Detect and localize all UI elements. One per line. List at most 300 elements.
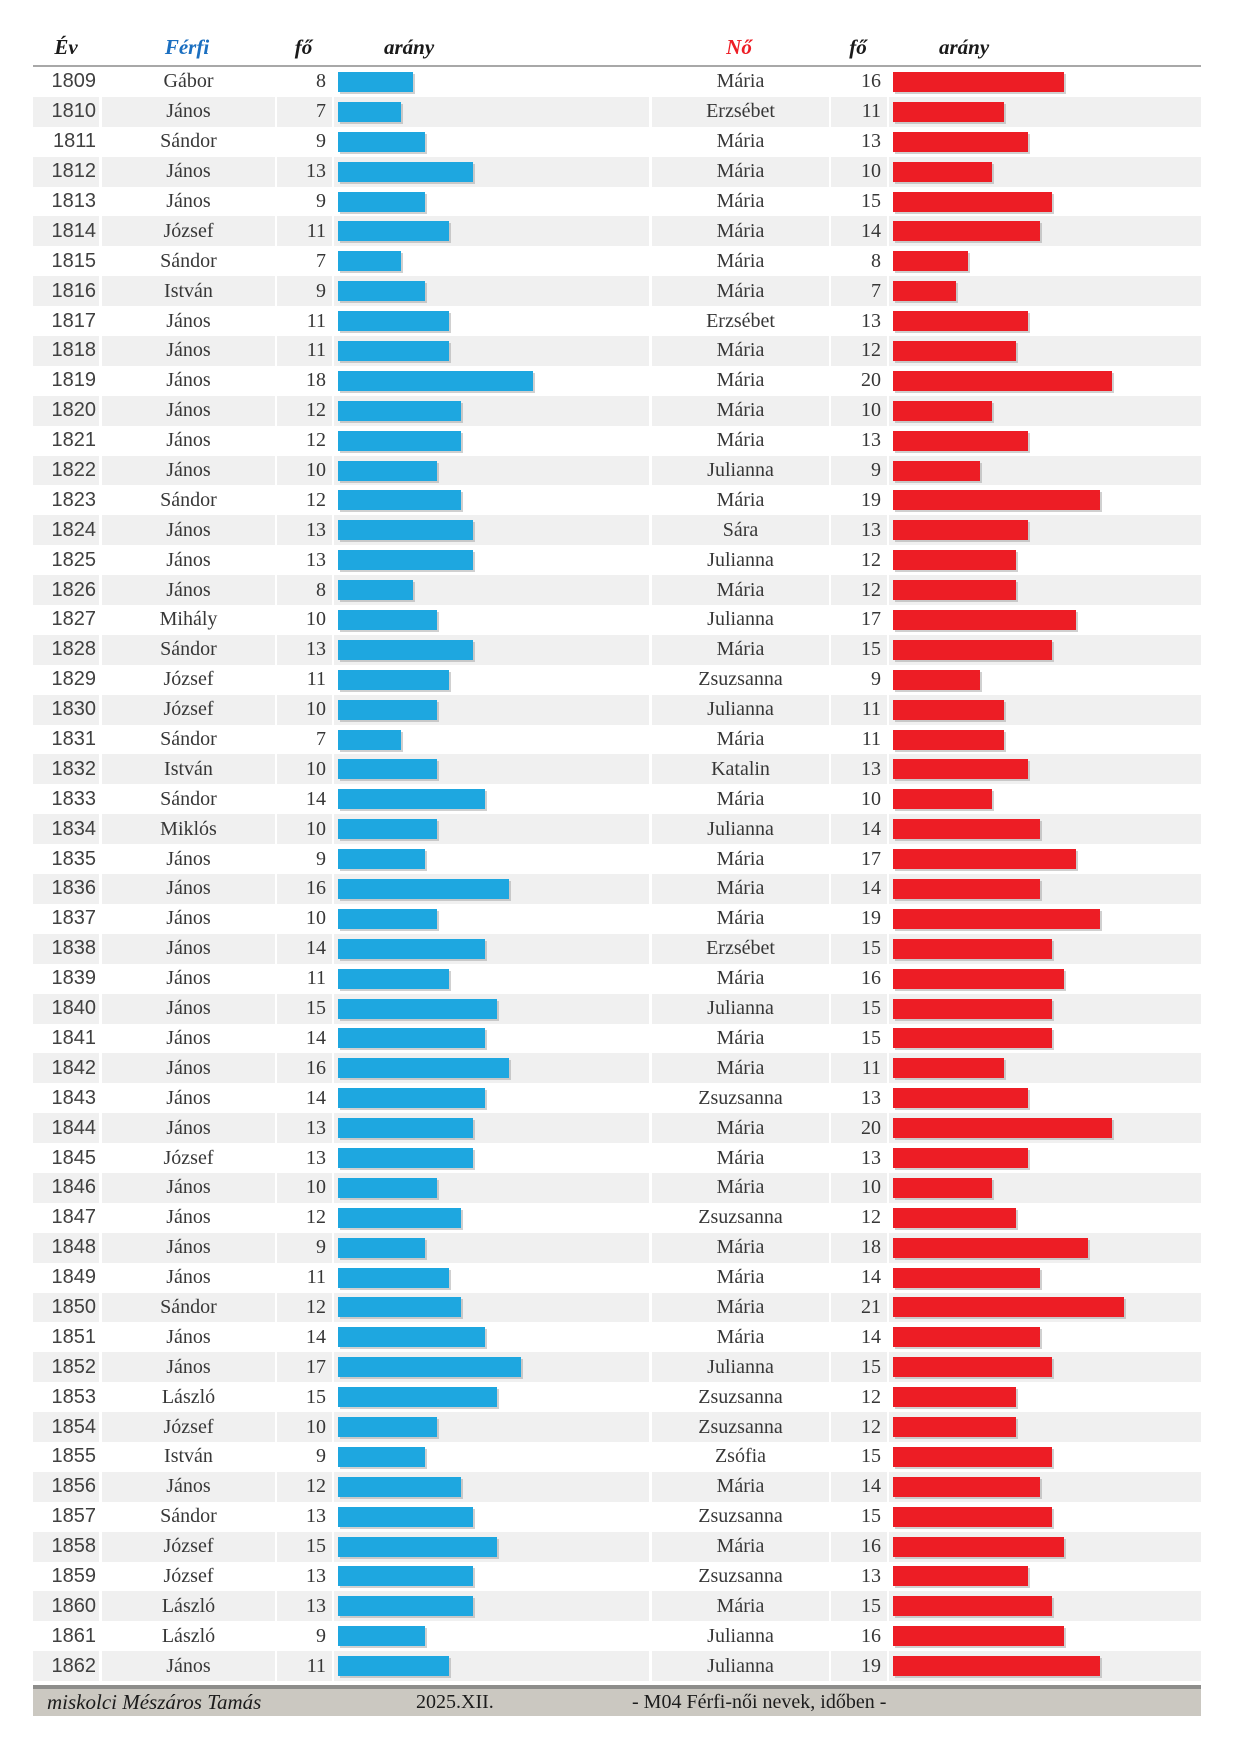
table-row bbox=[33, 1024, 1201, 1054]
female-name: Mária bbox=[649, 396, 829, 426]
female-count-bar bbox=[893, 1148, 1028, 1168]
table-row bbox=[33, 336, 1201, 366]
female-bar-cell bbox=[887, 1293, 1201, 1323]
male-count: 11 bbox=[275, 964, 332, 994]
year-value: 1840 bbox=[33, 994, 99, 1024]
male-count-bar bbox=[338, 192, 425, 212]
year-value: 1854 bbox=[33, 1412, 99, 1442]
female-name: Julianna bbox=[649, 1621, 829, 1651]
table-row bbox=[33, 784, 1201, 814]
male-name: József bbox=[99, 695, 275, 725]
female-name: Mária bbox=[649, 784, 829, 814]
male-count: 14 bbox=[275, 1024, 332, 1054]
male-bar-cell bbox=[332, 1442, 649, 1472]
female-name: Mária bbox=[649, 1113, 829, 1143]
year-value: 1845 bbox=[51, 1146, 96, 1169]
female-count-bar bbox=[893, 281, 956, 301]
male-count-bar bbox=[338, 730, 401, 750]
year-value: 1823 bbox=[51, 488, 96, 511]
male-name: József bbox=[99, 1562, 275, 1592]
male-name: Sándor bbox=[99, 784, 275, 814]
female-bar-cell bbox=[887, 754, 1201, 784]
male-count: 15 bbox=[275, 994, 332, 1024]
female-bar-cell bbox=[887, 515, 1201, 545]
female-count: 19 bbox=[829, 904, 887, 934]
male-bar-cell bbox=[332, 605, 649, 635]
male-name: János bbox=[99, 1173, 275, 1203]
male-count: 7 bbox=[275, 97, 332, 127]
female-name: Mária bbox=[649, 485, 829, 515]
female-bar-cell bbox=[887, 1502, 1201, 1532]
year-value: 1847 bbox=[51, 1206, 96, 1229]
table-row bbox=[33, 545, 1201, 575]
col-header-female-count: fő bbox=[829, 30, 887, 67]
male-count-bar bbox=[338, 1387, 497, 1407]
male-bar-cell bbox=[332, 844, 649, 874]
male-count: 10 bbox=[275, 695, 332, 725]
male-count: 10 bbox=[275, 1412, 332, 1442]
male-bar-cell bbox=[332, 426, 649, 456]
male-count-bar bbox=[338, 1477, 461, 1497]
female-name: Mária bbox=[649, 127, 829, 157]
male-name: János bbox=[99, 1651, 275, 1681]
female-count: 13 bbox=[829, 1143, 887, 1173]
male-bar-cell bbox=[332, 216, 649, 246]
male-name: János bbox=[99, 1263, 275, 1293]
female-bar-cell bbox=[887, 844, 1201, 874]
female-name: Mária bbox=[649, 67, 829, 97]
male-count-bar bbox=[338, 251, 401, 271]
male-count-bar bbox=[338, 1058, 509, 1078]
male-name: János bbox=[99, 366, 275, 396]
year-value: 1835 bbox=[51, 847, 96, 870]
female-count: 11 bbox=[829, 97, 887, 127]
male-name: János bbox=[99, 545, 275, 575]
male-name: János bbox=[99, 157, 275, 187]
year-value: 1821 bbox=[51, 429, 96, 452]
male-count-bar bbox=[338, 1357, 521, 1377]
male-bar-cell bbox=[332, 1562, 649, 1592]
female-count: 19 bbox=[829, 485, 887, 515]
table-row bbox=[33, 1083, 1201, 1113]
male-name: Sándor bbox=[99, 725, 275, 755]
female-count-bar bbox=[893, 162, 992, 182]
female-bar-cell bbox=[887, 1024, 1201, 1054]
female-name: Zsófia bbox=[649, 1442, 829, 1472]
table-row bbox=[33, 1263, 1201, 1293]
male-count: 14 bbox=[275, 784, 332, 814]
male-count: 9 bbox=[275, 127, 332, 157]
female-bar-cell bbox=[887, 1143, 1201, 1173]
female-count: 7 bbox=[829, 276, 887, 306]
table-row bbox=[33, 216, 1201, 246]
female-bar-cell bbox=[887, 964, 1201, 994]
male-bar-cell bbox=[332, 754, 649, 784]
year-value: 1825 bbox=[51, 548, 96, 571]
female-name: Julianna bbox=[649, 994, 829, 1024]
male-name: János bbox=[99, 1322, 275, 1352]
female-count-bar bbox=[893, 1357, 1052, 1377]
female-count: 12 bbox=[829, 545, 887, 575]
male-count: 10 bbox=[275, 1173, 332, 1203]
female-bar-cell bbox=[887, 485, 1201, 515]
female-count: 15 bbox=[829, 1502, 887, 1532]
female-count: 13 bbox=[829, 306, 887, 336]
col-header-year: Év bbox=[33, 30, 99, 67]
male-name: János bbox=[99, 515, 275, 545]
female-count-bar bbox=[893, 1656, 1100, 1676]
footer-date: 2025.XII. bbox=[416, 1691, 494, 1714]
male-bar-cell bbox=[332, 306, 649, 336]
male-name: János bbox=[99, 934, 275, 964]
female-name: Julianna bbox=[649, 1352, 829, 1382]
female-name: Julianna bbox=[649, 545, 829, 575]
female-bar-cell bbox=[887, 1053, 1201, 1083]
female-bar-cell bbox=[887, 1532, 1201, 1562]
male-count-bar bbox=[338, 1238, 425, 1258]
male-count: 17 bbox=[275, 1352, 332, 1382]
male-count: 7 bbox=[275, 725, 332, 755]
year-value: 1829 bbox=[51, 668, 96, 691]
year-value: 1836 bbox=[33, 874, 99, 904]
col-header-male-ratio: arány bbox=[332, 30, 649, 67]
year-value: 1830 bbox=[33, 695, 99, 725]
year-value: 1827 bbox=[51, 608, 96, 631]
male-bar-cell bbox=[332, 336, 649, 366]
male-name: Sándor bbox=[99, 1502, 275, 1532]
male-name: János bbox=[99, 874, 275, 904]
male-name: János bbox=[99, 1083, 275, 1113]
female-bar-cell bbox=[887, 456, 1201, 486]
female-count: 13 bbox=[829, 754, 887, 784]
male-count: 12 bbox=[275, 1293, 332, 1323]
year-value: 1818 bbox=[33, 336, 99, 366]
female-name: Mária bbox=[649, 246, 829, 276]
male-count-bar bbox=[338, 580, 413, 600]
female-count-bar bbox=[893, 1238, 1088, 1258]
female-count-bar bbox=[893, 1297, 1124, 1317]
female-bar-cell bbox=[887, 127, 1201, 157]
year-value: 1846 bbox=[33, 1173, 99, 1203]
male-count: 9 bbox=[275, 187, 332, 217]
table-row bbox=[33, 1203, 1201, 1233]
table-row bbox=[33, 1532, 1201, 1562]
year-value: 1841 bbox=[51, 1026, 96, 1049]
female-bar-cell bbox=[887, 994, 1201, 1024]
male-count: 9 bbox=[275, 276, 332, 306]
male-bar-cell bbox=[332, 814, 649, 844]
female-count: 16 bbox=[829, 67, 887, 97]
col-header-female-ratio: arány bbox=[887, 30, 1201, 67]
year-value: 1817 bbox=[51, 309, 96, 332]
female-bar-cell bbox=[887, 336, 1201, 366]
year-value: 1812 bbox=[33, 157, 99, 187]
year-value: 1809 bbox=[51, 70, 96, 93]
year-value: 1816 bbox=[33, 276, 99, 306]
female-count: 11 bbox=[829, 1053, 887, 1083]
female-name: Zsuzsanna bbox=[649, 1203, 829, 1233]
male-name: János bbox=[99, 1113, 275, 1143]
table-row bbox=[33, 1621, 1201, 1651]
male-count: 12 bbox=[275, 485, 332, 515]
female-name: Julianna bbox=[649, 695, 829, 725]
female-bar-cell bbox=[887, 874, 1201, 904]
table-row bbox=[33, 396, 1201, 426]
year-value: 1843 bbox=[51, 1086, 96, 1109]
male-bar-cell bbox=[332, 515, 649, 545]
male-count-bar bbox=[338, 132, 425, 152]
male-bar-cell bbox=[332, 1502, 649, 1532]
male-count-bar bbox=[338, 939, 485, 959]
female-count-bar bbox=[893, 1028, 1052, 1048]
table-row bbox=[33, 665, 1201, 695]
male-name: János bbox=[99, 1053, 275, 1083]
female-count-bar bbox=[893, 1088, 1028, 1108]
female-count: 20 bbox=[829, 366, 887, 396]
female-count-bar bbox=[893, 1566, 1028, 1586]
female-count-bar bbox=[893, 431, 1028, 451]
year-value: 1844 bbox=[33, 1113, 99, 1143]
male-count-bar bbox=[338, 1566, 473, 1586]
table-row bbox=[33, 1233, 1201, 1263]
table-row bbox=[33, 1502, 1201, 1532]
female-name: Zsuzsanna bbox=[649, 1412, 829, 1442]
year-value: 1819 bbox=[51, 369, 96, 392]
male-count-bar bbox=[338, 461, 437, 481]
male-name: István bbox=[99, 276, 275, 306]
male-count-bar bbox=[338, 849, 425, 869]
table-row bbox=[33, 246, 1201, 276]
table-row bbox=[33, 575, 1201, 605]
table-row bbox=[33, 1472, 1201, 1502]
table-row bbox=[33, 814, 1201, 844]
female-name: Erzsébet bbox=[649, 97, 829, 127]
female-bar-cell bbox=[887, 1203, 1201, 1233]
male-count-bar bbox=[338, 1507, 473, 1527]
table-row bbox=[33, 485, 1201, 515]
female-bar-cell bbox=[887, 695, 1201, 725]
male-name: János bbox=[99, 456, 275, 486]
female-count: 15 bbox=[829, 1024, 887, 1054]
male-name: Miklós bbox=[99, 814, 275, 844]
female-count: 19 bbox=[829, 1651, 887, 1681]
male-count-bar bbox=[338, 670, 449, 690]
female-count-bar bbox=[893, 640, 1052, 660]
male-count: 7 bbox=[275, 246, 332, 276]
female-count: 12 bbox=[829, 575, 887, 605]
year-value: 1842 bbox=[33, 1053, 99, 1083]
female-count-bar bbox=[893, 1626, 1064, 1646]
male-count: 13 bbox=[275, 1502, 332, 1532]
female-count-bar bbox=[893, 610, 1076, 630]
female-count: 8 bbox=[829, 246, 887, 276]
male-bar-cell bbox=[332, 187, 649, 217]
male-count-bar bbox=[338, 1656, 449, 1676]
female-count-bar bbox=[893, 700, 1004, 720]
female-count: 9 bbox=[829, 665, 887, 695]
female-count: 9 bbox=[829, 456, 887, 486]
male-bar-cell bbox=[332, 127, 649, 157]
male-count-bar bbox=[338, 1447, 425, 1467]
female-count: 16 bbox=[829, 1532, 887, 1562]
male-count-bar bbox=[338, 789, 485, 809]
male-name: János bbox=[99, 426, 275, 456]
table-row bbox=[33, 964, 1201, 994]
male-bar-cell bbox=[332, 1203, 649, 1233]
male-name: János bbox=[99, 187, 275, 217]
female-name: Mária bbox=[649, 1143, 829, 1173]
male-name: János bbox=[99, 1203, 275, 1233]
table-row bbox=[33, 605, 1201, 635]
table-row bbox=[33, 67, 1201, 97]
female-name: Mária bbox=[649, 1532, 829, 1562]
male-name: János bbox=[99, 964, 275, 994]
male-count-bar bbox=[338, 759, 437, 779]
male-count: 11 bbox=[275, 306, 332, 336]
male-name: József bbox=[99, 665, 275, 695]
table-row bbox=[33, 844, 1201, 874]
male-count-bar bbox=[338, 909, 437, 929]
female-bar-cell bbox=[887, 784, 1201, 814]
male-bar-cell bbox=[332, 934, 649, 964]
footer-author: miskolci Mészáros Tamás bbox=[47, 1690, 262, 1715]
male-bar-cell bbox=[332, 725, 649, 755]
male-name: László bbox=[99, 1382, 275, 1412]
female-count-bar bbox=[893, 132, 1028, 152]
female-bar-cell bbox=[887, 216, 1201, 246]
male-count: 13 bbox=[275, 1113, 332, 1143]
female-name: Erzsébet bbox=[649, 934, 829, 964]
female-bar-cell bbox=[887, 157, 1201, 187]
table-row bbox=[33, 157, 1201, 187]
female-bar-cell bbox=[887, 396, 1201, 426]
female-name: Zsuzsanna bbox=[649, 1382, 829, 1412]
female-count-bar bbox=[893, 490, 1100, 510]
male-count-bar bbox=[338, 371, 533, 391]
male-bar-cell bbox=[332, 695, 649, 725]
male-count-bar bbox=[338, 490, 461, 510]
male-count-bar bbox=[338, 72, 413, 92]
female-bar-cell bbox=[887, 97, 1201, 127]
female-count-bar bbox=[893, 192, 1052, 212]
female-name: Mária bbox=[649, 1053, 829, 1083]
male-count-bar bbox=[338, 1118, 473, 1138]
year-value: 1850 bbox=[33, 1293, 99, 1323]
female-name: Mária bbox=[649, 964, 829, 994]
female-count-bar bbox=[893, 730, 1004, 750]
female-count: 10 bbox=[829, 396, 887, 426]
table-row bbox=[33, 187, 1201, 217]
male-name: László bbox=[99, 1591, 275, 1621]
male-count: 13 bbox=[275, 635, 332, 665]
female-count-bar bbox=[893, 879, 1040, 899]
female-count: 10 bbox=[829, 157, 887, 187]
male-count: 12 bbox=[275, 1203, 332, 1233]
male-bar-cell bbox=[332, 1293, 649, 1323]
year-value: 1815 bbox=[51, 249, 96, 272]
male-count-bar bbox=[338, 1178, 437, 1198]
male-count: 10 bbox=[275, 814, 332, 844]
male-name: János bbox=[99, 1233, 275, 1263]
table-row bbox=[33, 1651, 1201, 1681]
male-count: 11 bbox=[275, 216, 332, 246]
male-name: László bbox=[99, 1621, 275, 1651]
year-value: 1811 bbox=[52, 130, 96, 153]
male-name: József bbox=[99, 1532, 275, 1562]
female-name: Mária bbox=[649, 575, 829, 605]
male-count: 10 bbox=[275, 904, 332, 934]
female-count: 10 bbox=[829, 784, 887, 814]
year-value: 1833 bbox=[51, 787, 96, 810]
female-count-bar bbox=[893, 1507, 1052, 1527]
female-count-bar bbox=[893, 1208, 1016, 1228]
table-row bbox=[33, 725, 1201, 755]
female-name: Julianna bbox=[649, 1651, 829, 1681]
table-row bbox=[33, 97, 1201, 127]
female-count: 14 bbox=[829, 1322, 887, 1352]
female-count-bar bbox=[893, 102, 1004, 122]
female-count-bar bbox=[893, 1477, 1040, 1497]
male-bar-cell bbox=[332, 1024, 649, 1054]
male-count: 15 bbox=[275, 1532, 332, 1562]
male-count: 11 bbox=[275, 336, 332, 366]
male-count: 16 bbox=[275, 874, 332, 904]
female-bar-cell bbox=[887, 1352, 1201, 1382]
male-count: 16 bbox=[275, 1053, 332, 1083]
male-count: 14 bbox=[275, 1322, 332, 1352]
female-count: 15 bbox=[829, 994, 887, 1024]
female-count-bar bbox=[893, 72, 1064, 92]
header-row bbox=[33, 30, 1201, 67]
table-row bbox=[33, 306, 1201, 336]
female-count: 13 bbox=[829, 515, 887, 545]
male-count-bar bbox=[338, 431, 461, 451]
male-name: János bbox=[99, 844, 275, 874]
female-bar-cell bbox=[887, 426, 1201, 456]
col-header-male-count: fő bbox=[275, 30, 332, 67]
year-value: 1856 bbox=[33, 1472, 99, 1502]
female-count: 12 bbox=[829, 336, 887, 366]
female-name: Mária bbox=[649, 216, 829, 246]
female-count-bar bbox=[893, 1268, 1040, 1288]
table-row bbox=[33, 904, 1201, 934]
male-count-bar bbox=[338, 520, 473, 540]
year-value: 1832 bbox=[33, 754, 99, 784]
female-name: Mária bbox=[649, 874, 829, 904]
male-bar-cell bbox=[332, 246, 649, 276]
female-count: 13 bbox=[829, 127, 887, 157]
female-count: 16 bbox=[829, 964, 887, 994]
female-bar-cell bbox=[887, 246, 1201, 276]
female-name: Mária bbox=[649, 276, 829, 306]
female-bar-cell bbox=[887, 665, 1201, 695]
female-count: 15 bbox=[829, 934, 887, 964]
male-count-bar bbox=[338, 1537, 497, 1557]
female-count: 20 bbox=[829, 1113, 887, 1143]
female-name: Mária bbox=[649, 187, 829, 217]
year-value: 1861 bbox=[51, 1624, 96, 1647]
male-name: Sándor bbox=[99, 1293, 275, 1323]
table-row bbox=[33, 934, 1201, 964]
female-name: Julianna bbox=[649, 456, 829, 486]
male-count: 14 bbox=[275, 1083, 332, 1113]
male-count-bar bbox=[338, 969, 449, 989]
male-name: János bbox=[99, 396, 275, 426]
male-count: 8 bbox=[275, 67, 332, 97]
female-count-bar bbox=[893, 1058, 1004, 1078]
male-count: 9 bbox=[275, 844, 332, 874]
male-bar-cell bbox=[332, 1053, 649, 1083]
